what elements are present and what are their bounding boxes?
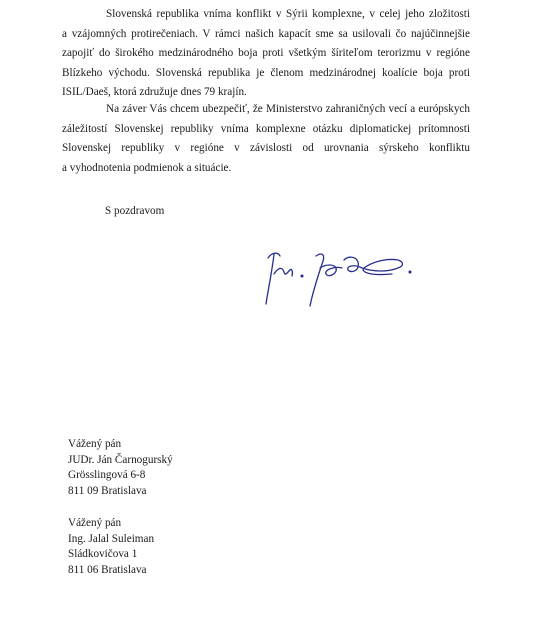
recipient-city: 811 09 Bratislava [68, 484, 147, 497]
paragraph-line: ISIL/Daeš, ktorá združuje dnes 79 krajín. [62, 86, 247, 99]
paragraph-syria-conflict [62, 5, 470, 103]
paragraph-line: Slovenská republika vníma konflikt v Sýrii komplexne, v celej jeho zložitosti [106, 8, 470, 20]
paragraph-line: a vzájomných protirečeniach. V rámci našich kapacít sme sa usilovali čo najúčinnejšie [62, 27, 470, 40]
recipient-address-2 [68, 516, 154, 578]
paragraph-line: Na záver Vás chcem ubezpečiť, že Ministerstvo zahraničných vecí a európskych [106, 103, 470, 115]
closing-greeting: S pozdravom [105, 205, 165, 217]
recipient-street: Sládkovičova 1 [68, 548, 138, 561]
paragraph-line: Slovenskej republiky v regióne v závislosti od urovnania sýrskeho konfliktu [62, 142, 470, 155]
recipient-name: Ing. Jalal Suleiman [68, 532, 155, 545]
recipient-street: Grösslingová 6-8 [68, 469, 146, 482]
recipient-city: 811 06 Bratislava [68, 563, 147, 576]
handwritten-signature-icon [262, 238, 422, 318]
recipient-name: JUDr. Ján Čarnogurský [68, 453, 173, 466]
paragraph-line: záležitostí Slovenskej republiky vníma komplexne otázku diplomatickej prítomnosti [62, 122, 470, 135]
paragraph-line: Blízkeho východu. Slovenská republika je členom medzinárodnej koalície boja proti [62, 66, 470, 79]
recipient-salutation: Vážený pán [68, 517, 122, 529]
paragraph-line: zapojiť do širokého medzinárodného boja proti všetkým šíriteľom terorizmu v regióne [62, 47, 470, 60]
paragraph-diplomatic-presence [62, 100, 470, 178]
recipient-salutation: Vážený pán [68, 438, 122, 450]
paragraph-line: a vyhodnotenia podmienok a situácie. [62, 161, 232, 174]
recipient-address-1 [68, 437, 173, 499]
